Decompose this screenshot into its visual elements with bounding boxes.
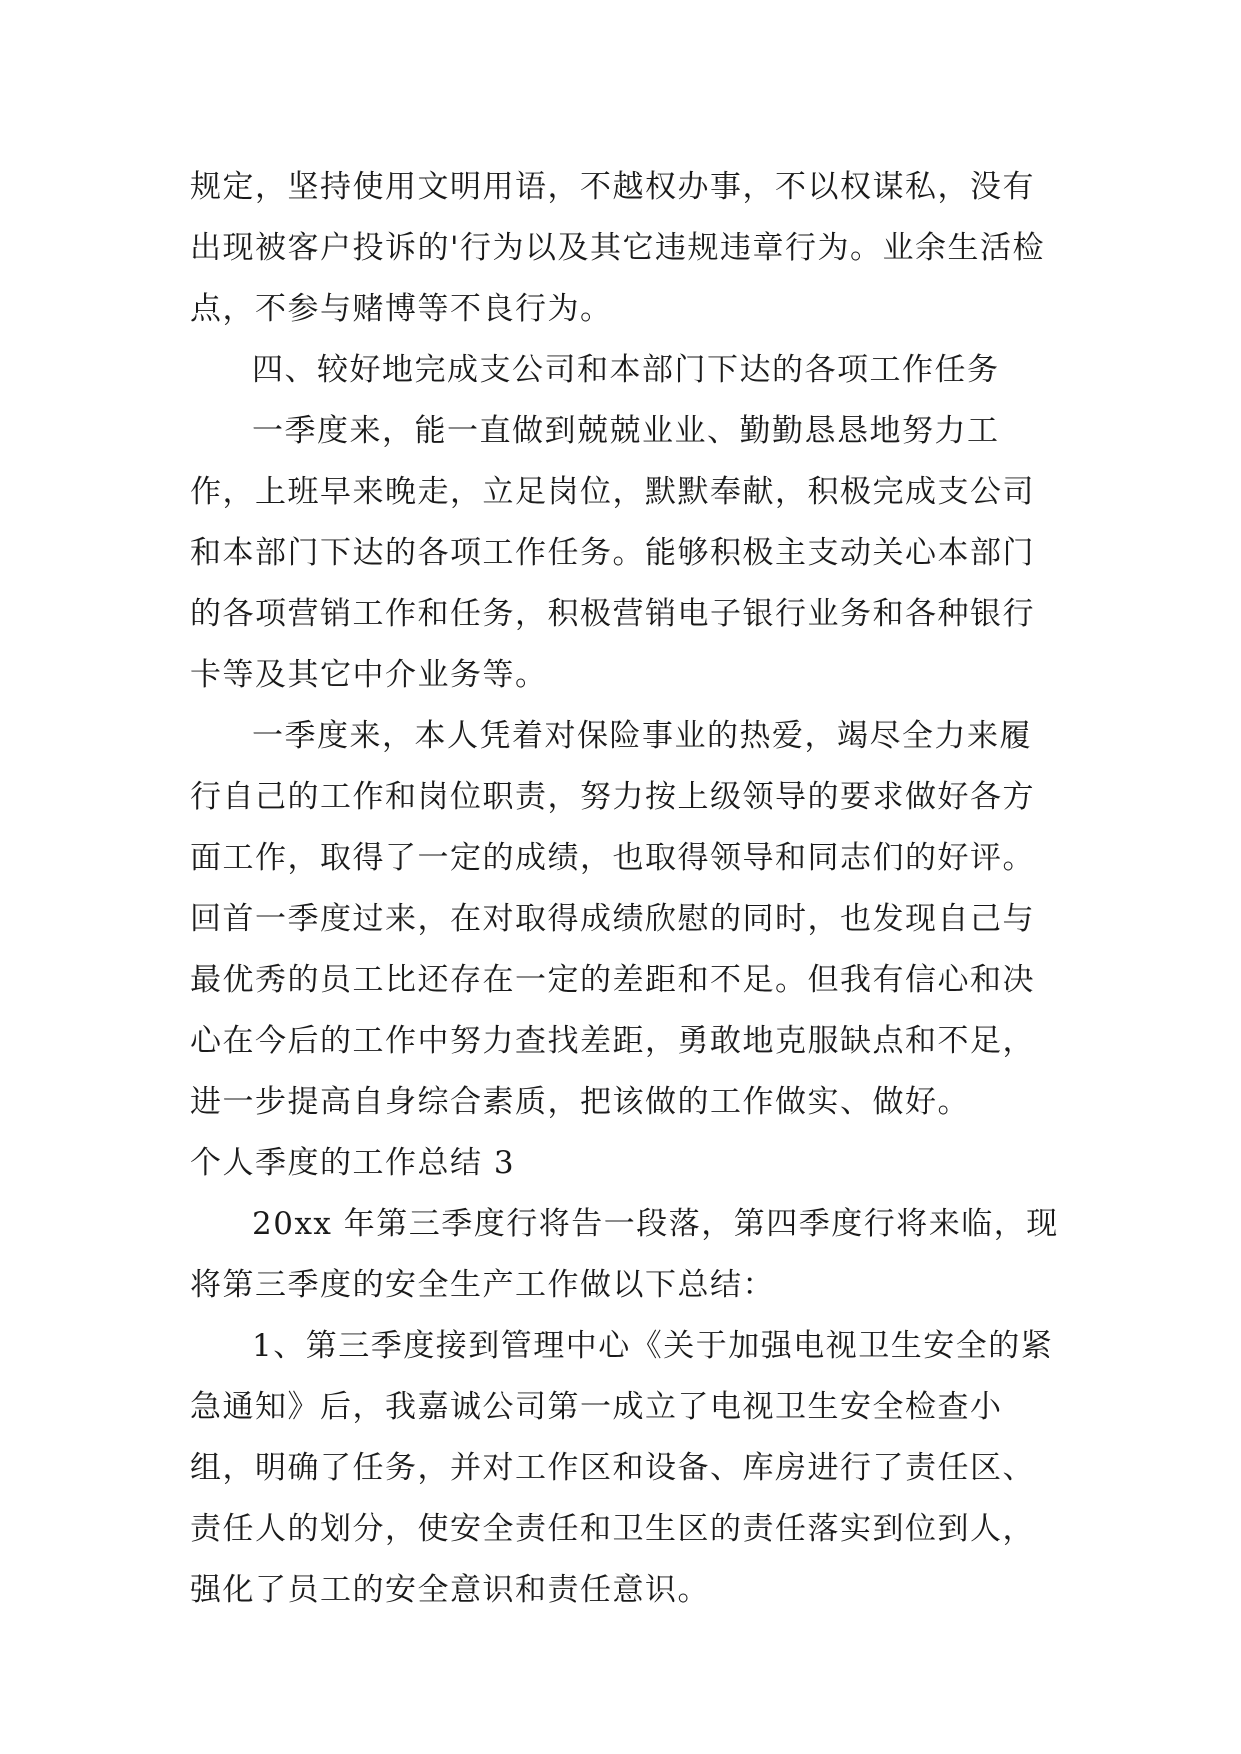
paragraph-diligence: 一季度来，能一直做到兢兢业业、勤勤恳恳地努力工作，上班早来晚走，立足岗位，默默奉献，积极完成支公司和本部门下达的各项工作任务。能够积极主支动关心本部门的各项营销工作和任务，积极营销电子银行业务和各种银行卡等及其它中介业务等。 bbox=[190, 413, 1035, 693]
document-body bbox=[190, 157, 1060, 1621]
paragraph-q3-intro: 20xx 年第三季度行将告一段落，第四季度行将来临，现将第三季度的安全生产工作做以下总结： bbox=[190, 1206, 1059, 1303]
paragraph-safety-item-1: 1、第三季度接到管理中心《关于加强电视卫生安全的紧急通知》后，我嘉诚公司第一成立了电视卫生安全检查小组，明确了任务，并对工作区和设备、库房进行了责任区、责任人的划分，使安全责任和卫生区的责任落实到位到人，强化了员工的安全意识和责任意识。 bbox=[190, 1328, 1054, 1608]
paragraph-conduct: 规定，坚持使用文明用语，不越权办事，不以权谋私，没有出现被客户投诉的'行为以及其它违规违章行为。业余生活检点，不参与赌博等不良行为。 bbox=[190, 169, 1046, 327]
paragraph-reflection: 一季度来，本人凭着对保险事业的热爱，竭尽全力来履行自己的工作和岗位职责，努力按上级领导的要求做好各方面工作，取得了一定的成绩，也取得领导和同志们的好评。回首一季度过来，在对取得成绩欣慰的同时，也发现自己与最优秀的员工比还存在一定的差距和不足。但我有信心和决心在今后的工作中努力查找差距，勇敢地克服缺点和不足，进一步提高自身综合素质，把该做的工作做实、做好。 bbox=[190, 718, 1035, 1120]
section-heading-tasks: 四、较好地完成支公司和本部门下达的各项工作任务 bbox=[252, 352, 1000, 388]
document-title-summary-3: 个人季度的工作总结 3 bbox=[190, 1145, 516, 1181]
